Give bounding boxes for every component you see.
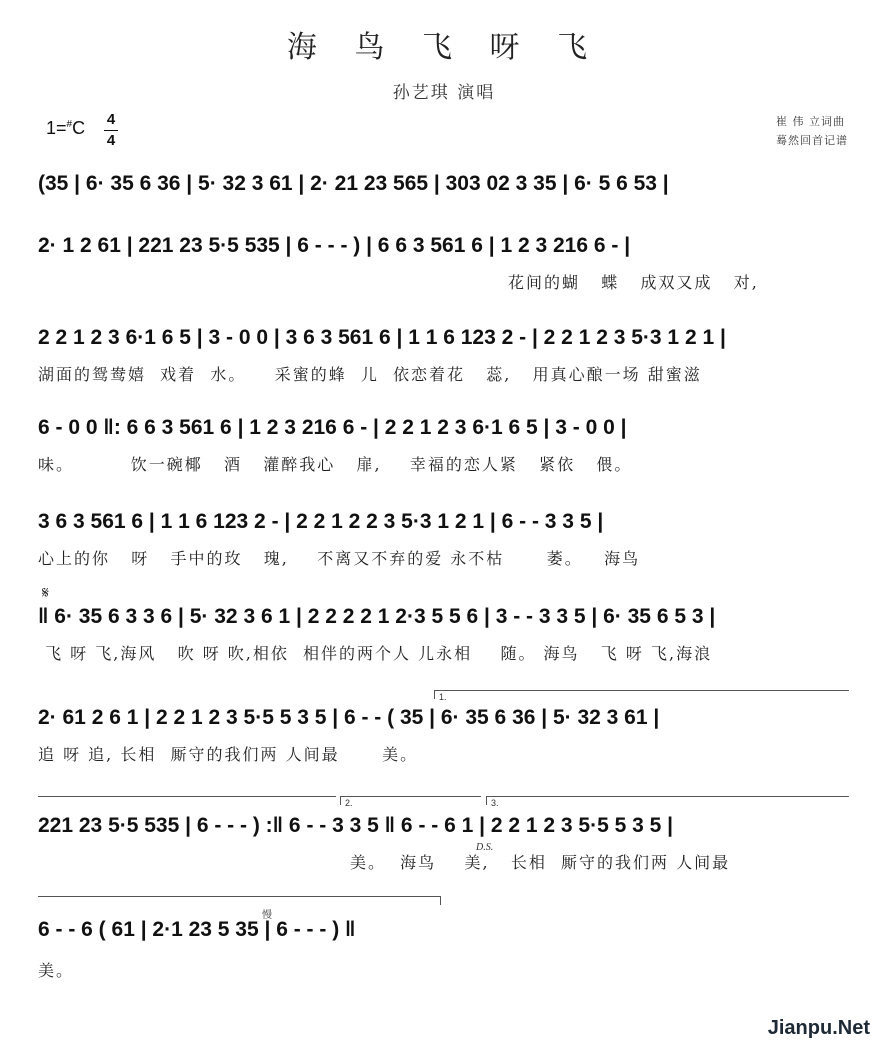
key-prefix: 1=: [46, 118, 67, 138]
volta-2-bracket: [340, 796, 481, 808]
lyrics-line-3: 湖面的鸳鸯嬉 戏着 水。 采蜜的蜂 儿 依恋着花 蕊, 用真心酿一场 甜蜜滋: [38, 365, 702, 384]
key-note: C: [72, 118, 86, 138]
time-bottom: 4: [104, 130, 118, 151]
time-top: 4: [106, 111, 116, 128]
notes-line-8: 221 23 5·5 535 | 6 - - - ) :‖ 6 - - 3 3 5 ‖ 6 - - 6 1 | 2 2 1 2 3 5·5 5 3 5 |: [38, 814, 674, 837]
lyrics-line-7: 追 呀 追, 长相 厮守的我们两 人间最 美。: [38, 745, 419, 764]
notes-line-7: 2· 61 2 6 1 | 2 2 1 2 3 5·5 5 3 5 | 6 - - ( 35 | 6· 35 6 36 | 5· 32 3 61 |: [38, 706, 660, 729]
performer: 孙艺琪 演唱: [392, 83, 496, 103]
notes-line-4: 6 - 0 0 ‖: 6 6 3 561 6 | 1 2 3 216 6 - | 2 2 1 2 3 6·1 6 5 | 3 - 0 0 |: [38, 416, 627, 439]
lyrics-line-2: 花间的蝴 蝶 成双又成 对,: [508, 273, 759, 292]
notes-line-1: (35 | 6· 35 6 36 | 5· 32 3 61 | 2· 21 23 565 | 303 02 3 35 | 6· 5 6 53 |: [38, 172, 669, 195]
dal-segno-mark: D.S.: [476, 842, 494, 853]
volta-2-label: 2.: [345, 798, 353, 808]
time-signature: [104, 110, 118, 151]
composer: 崔 伟 立词曲: [776, 115, 845, 128]
volta-3-label: 3.: [491, 798, 499, 808]
key-signature: [46, 118, 85, 139]
song-title: 海 鸟 飞 呀 飞: [286, 30, 602, 65]
notes-line-9: 6 - - 6 ( 61 | 2·1 23 5 35 | 6 - - - ) ‖: [38, 918, 356, 941]
volta-1-bracket: [434, 690, 849, 702]
notes-line-2: 2· 1 2 61 | 221 23 5·5 535 | 6 - - - ) | 6 6 3 561 6 | 1 2 3 216 6 - |: [38, 234, 631, 257]
volta-1-label: 1.: [439, 692, 447, 702]
lyrics-line-5: 心上的你 呀 手中的玫 瑰, 不离又不弃的爱 永不枯 萎。 海鸟: [38, 549, 641, 568]
lyrics-line-9: 美。: [38, 961, 75, 980]
lyrics-line-8: 美。 海鸟 美, 长相 厮守的我们两 人间最: [350, 853, 731, 872]
notes-line-6: ‖ 6· 35 6 3 3 6 | 5· 32 3 6 1 | 2 2 2 2 1 2·3 5 5 6 | 3 - - 3 3 5 | 6· 35 6 5 3 |: [38, 605, 716, 628]
lyrics-line-6: 飞 呀 飞,海风 吹 呀 吹,相依 相伴的两个人 儿永相 随。 海鸟 飞 呀 飞,海浪: [38, 644, 713, 663]
sharp-sign: #: [66, 119, 73, 130]
volta-3-bracket: [486, 796, 849, 808]
volta-3-continuation: [38, 896, 441, 905]
notes-line-5: 3 6 3 561 6 | 1 1 6 123 2 - | 2 2 1 2 2 3 5·3 1 2 1 | 6 - - 3 3 5 |: [38, 510, 604, 533]
segno-icon: 𝄋: [42, 583, 49, 602]
tempo-slow-mark: 慢: [262, 910, 272, 921]
credits: [776, 112, 848, 150]
transcriber: 蓦然回首记谱: [776, 134, 848, 147]
volta-1-continuation: [38, 796, 336, 805]
lyrics-line-4: 味。 饮一碗椰 酒 灌醉我心 扉, 幸福的恋人紧 紧依 偎。: [38, 455, 633, 474]
watermark: Jianpu.Net: [767, 1017, 870, 1039]
notes-line-3: 2 2 1 2 3 6·1 6 5 | 3 - 0 0 | 3 6 3 561 6 | 1 1 6 123 2 - | 2 2 1 2 3 5·3 1 2 1 |: [38, 326, 726, 349]
